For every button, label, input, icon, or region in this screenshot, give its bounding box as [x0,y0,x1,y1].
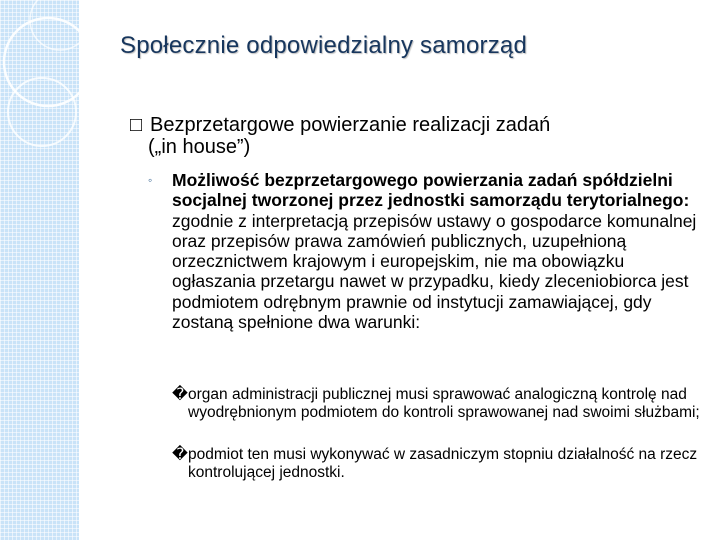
checkbox-bullet-icon: □ [130,114,143,136]
condition-text: podmiot ten musi wykonywać w zasadniczym stopniu działalność na rzecz kontrolującej jednostki. [188,446,698,481]
missing-glyph-bullet-icon: � [172,386,188,403]
main-bullet [130,114,700,158]
paragraph-text: zgodnie z interpretacją przepisów ustawy o gospodarce komunalnej oraz przepisów prawa zamówień publicznych, uzupełnioną orzecznictwem krajowym i europejskim, nie ma obowiązku ogłaszania przetargu nawet w przypadku, kiedy zleceniobiorca jest podmiotem odrębnym prawnie od instytucji zamawiającej, gdy zostaną spełnione dwa warunki: [172,210,697,333]
ring-bullet-icon: ◦ [148,173,153,187]
main-bullet-line2: („in house”) [148,136,251,158]
condition-item [172,446,702,481]
condition-text: organ administracji publicznej musi sprawować analogiczną kontrolę nad wyodrębnionym podmiotem do kontroli sprawowanej nad swoimi służbami; [188,386,700,421]
slide-title: Społecznie odpowiedzialny samorząd [120,32,528,59]
paragraph-bold-text: Możliwość bezprzetargowego powierzania zadań spółdzielni socjalnej tworzonej przez jednostki samorządu terytorialnego: [172,170,690,211]
condition-item [172,386,702,421]
missing-glyph-bullet-icon: � [172,446,188,463]
sub-bullet-paragraph [148,170,698,332]
main-bullet-line1: Bezprzetargowe powierzanie realizacji zadań [150,114,551,136]
